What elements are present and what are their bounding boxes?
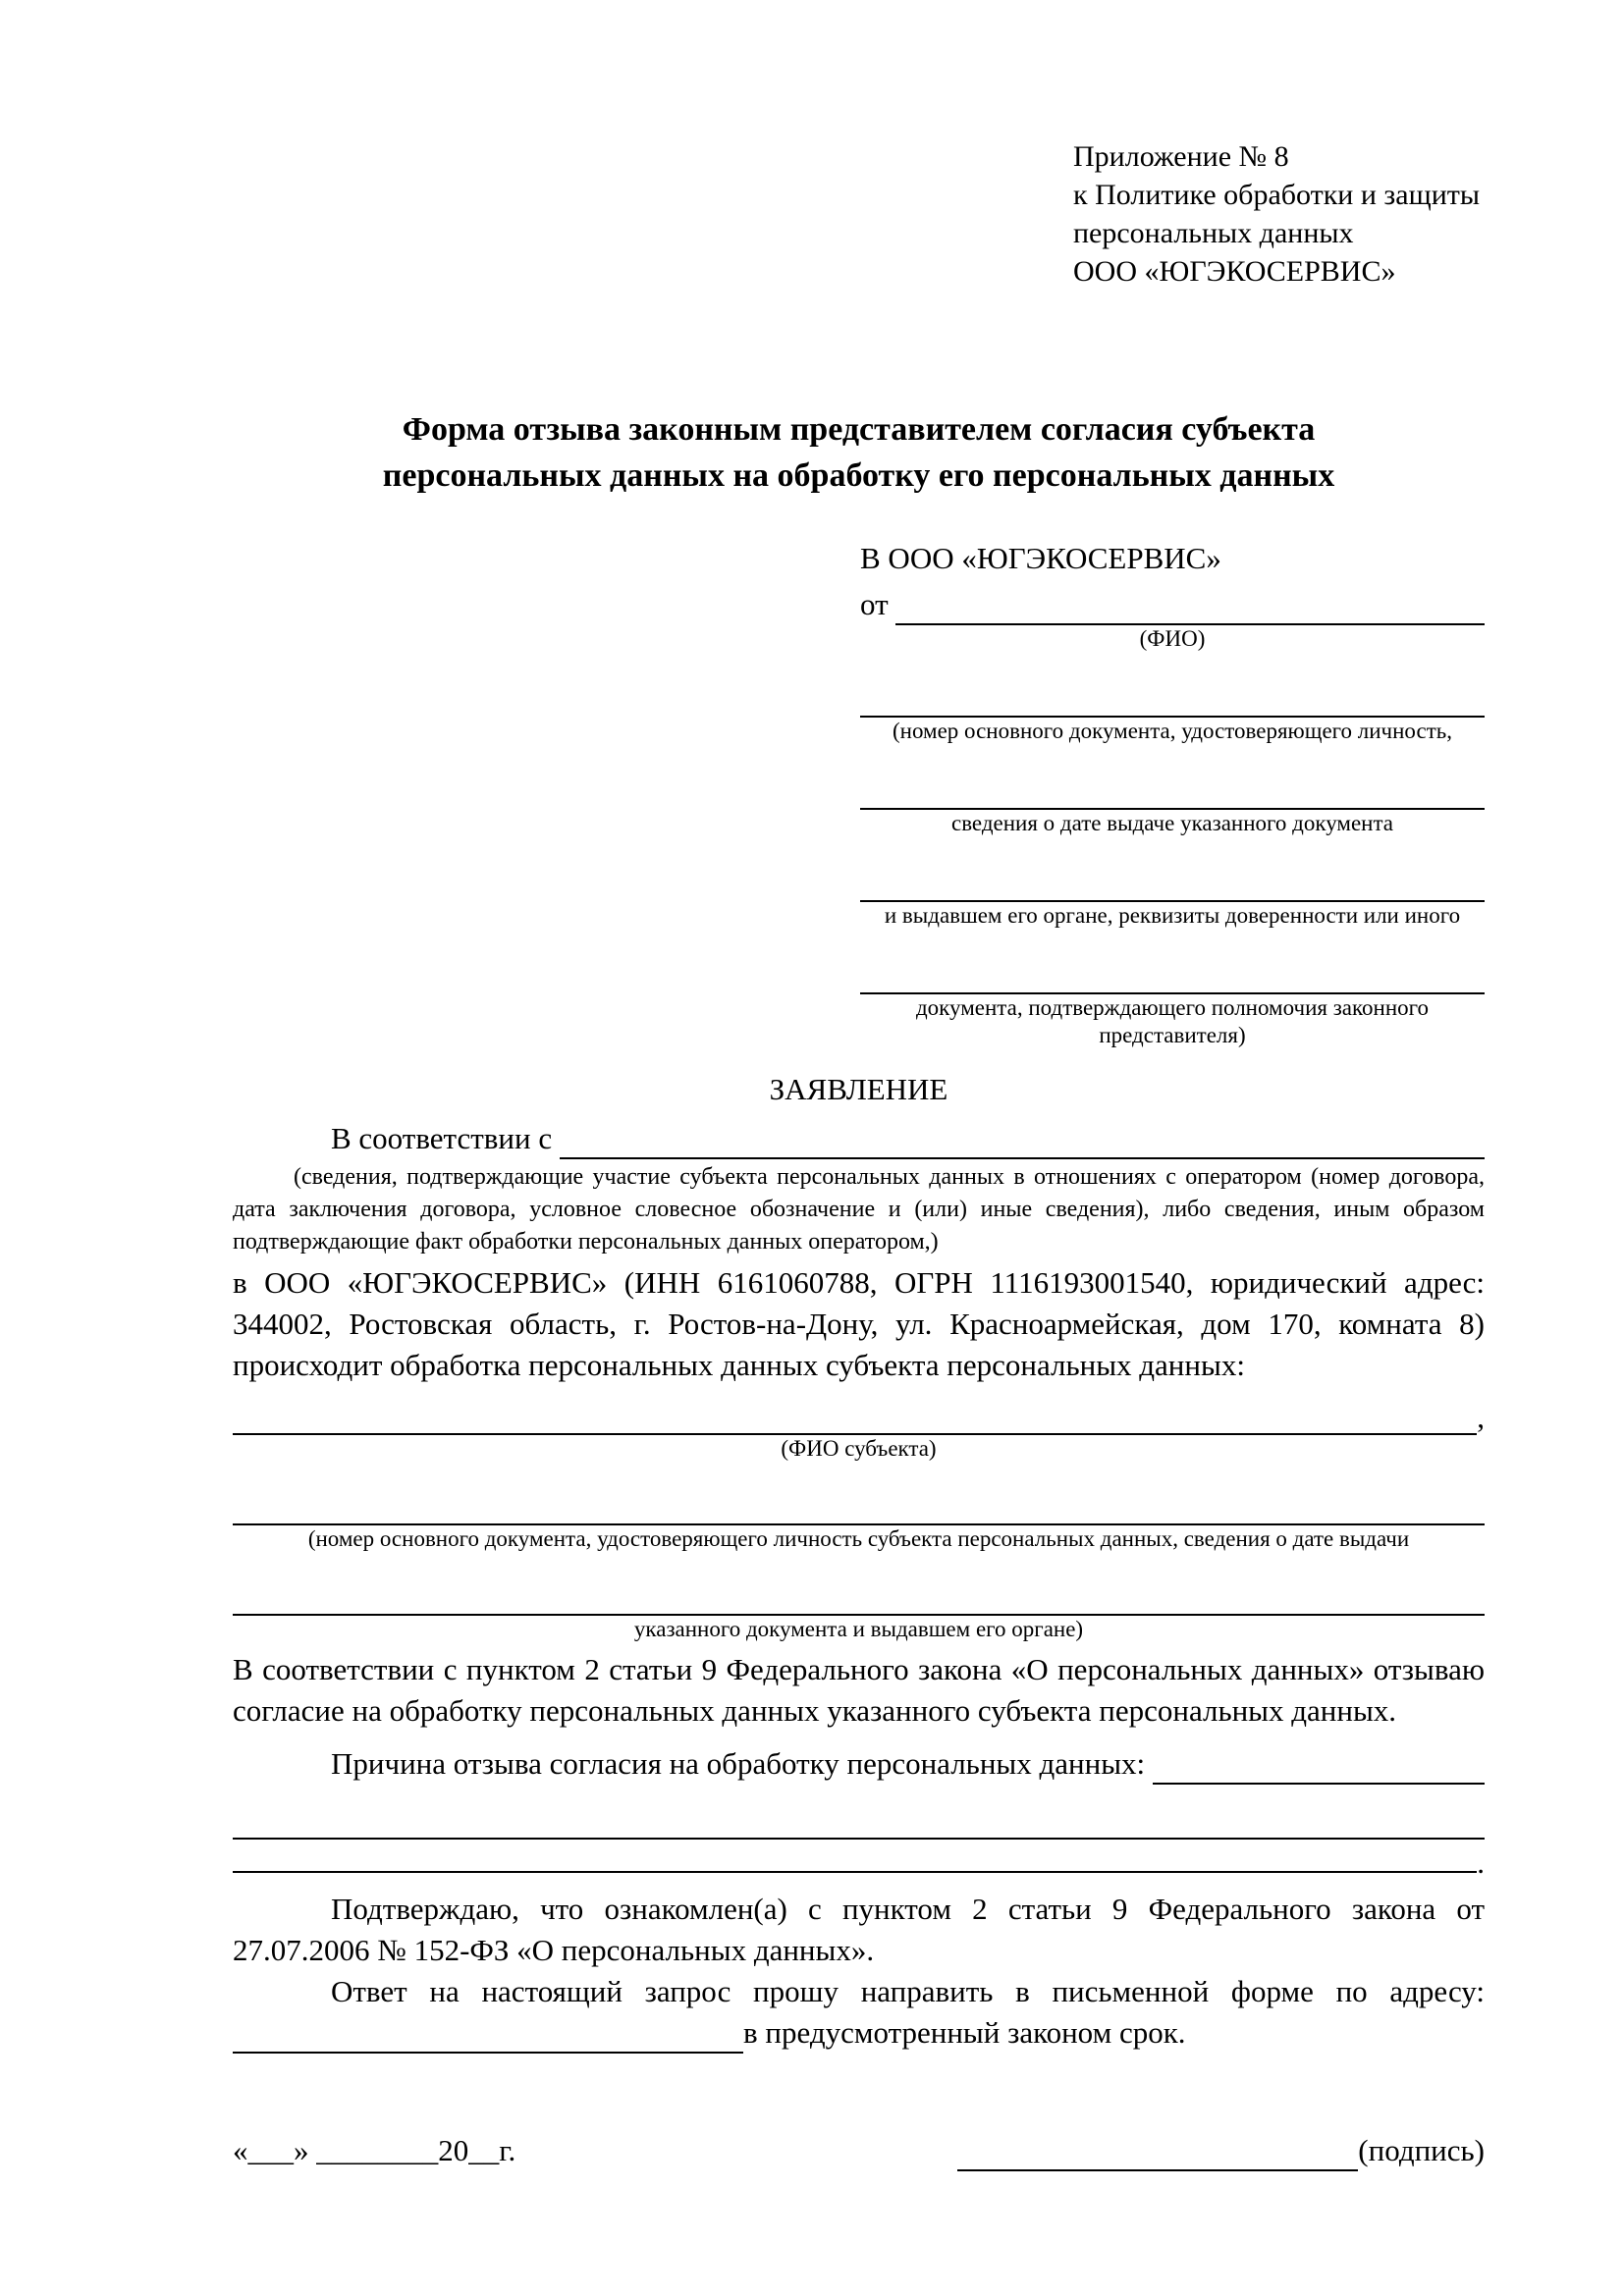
intro-prefix: В соответствии с: [331, 1121, 560, 1155]
blank-line: [233, 1871, 1477, 1873]
annex-header-line: персональных данных: [1073, 217, 1354, 249]
authority-doc-caption: документа, подтверждающего полномочия законного представителя): [915, 995, 1429, 1047]
reply-suffix: в предусмотренный законом срок.: [743, 2015, 1186, 2050]
reason-blank-line-2: [233, 1845, 1485, 1880]
annex-header-line: ООО «ЮГЭКОСЕРВИС»: [1073, 255, 1396, 288]
relation-note: (сведения, подтверждающие участие субъекта персональных данных в отношениях с оператором (номер договора, дата заключения договора, условное словесное обозначение и (или) иные сведения), либо сведения, иным образом подтверждающие факт обработки персональных данных оператором,): [233, 1164, 1485, 1255]
addressee-to: В ООО «ЮГЭКОСЕРВИС»: [860, 541, 1221, 575]
reply-address-row: [233, 2012, 1485, 2054]
signature-block: [957, 2130, 1485, 2171]
document-title-line: персональных данных на обработку его персональных данных: [382, 457, 1335, 494]
fio-caption: (ФИО): [1139, 626, 1206, 651]
reply-prefix-line: Ответ на настоящий запрос прошу направить в письменной форме по адресу:: [331, 1974, 1485, 2008]
signature-caption: (подпись): [1358, 2133, 1485, 2167]
trailing-comma: ,: [1477, 1400, 1485, 1434]
document-title: [233, 406, 1485, 499]
doc-number-caption: (номер основного документа, удостоверяющего личность,: [892, 719, 1452, 743]
reason-blank-line-1: [233, 1828, 1485, 1840]
addressee-block: [860, 538, 1485, 1049]
reason-blank-field: [1153, 1783, 1485, 1785]
signature-blank-field: [957, 2169, 1358, 2171]
subject-doc-issuer-blank-field: [233, 1582, 1485, 1616]
statement-intro-row: [233, 1118, 1485, 1159]
annex-header-line: Приложение № 8: [1073, 140, 1289, 173]
reason-label: Причина отзыва согласия на обработку персональных данных:: [331, 1746, 1153, 1781]
issuing-authority-blank-field: [860, 873, 1485, 902]
issuing-authority-caption: и выдавшем его органе, реквизиты доверенности или иного: [884, 903, 1461, 928]
annex-header-line: к Политике обработки и защиты: [1073, 179, 1481, 211]
subject-doc-caption-1: (номер основного документа, удостоверяющего личность субъекта персональных данных, сведения о дате выдачи: [307, 1526, 1410, 1551]
annex-header: [1073, 137, 1485, 291]
operator-paragraph: в ООО «ЮГЭКОСЕРВИС» (ИНН 6161060788, ОГРН 1116193001540, юридический адрес: 344002, Ростовская область, г. Ростов-на-Дону, ул. Красноармейская, дом 170, комната 8) происходит обработка персональных данных субъекта персональных данных:: [233, 1265, 1485, 1382]
issue-date-blank-field: [860, 780, 1485, 810]
trailing-period: .: [1477, 1845, 1485, 1880]
subject-fio-blank-field: [233, 1402, 1485, 1435]
subject-doc-caption-2: указанного документа и выдавшем его органе): [633, 1617, 1084, 1641]
document-title-line: Форма отзыва законным представителем согласия субъекта: [402, 411, 1316, 448]
addressee-from-row: [860, 584, 1485, 625]
confirm-paragraph: Подтверждаю, что ознакомлен(а) с пунктом 2 статьи 9 Федерального закона от 27.07.2006 № 152-ФЗ «О персональных данных».: [233, 1892, 1485, 1967]
doc-number-blank-field: [860, 688, 1485, 718]
date-placeholder: «___» ________20__г.: [233, 2133, 516, 2167]
authority-doc-blank-field: [860, 965, 1485, 994]
subject-fio-caption: (ФИО субъекта): [781, 1436, 937, 1461]
reply-address-blank-field: [233, 2052, 743, 2054]
from-label: от: [860, 587, 896, 621]
withdraw-paragraph: В соответствии с пунктом 2 статьи 9 Федерального закона «О персональных данных» отзываю согласие на обработку персональных данных указанного субъекта персональных данных.: [233, 1652, 1485, 1728]
reason-row: [233, 1743, 1485, 1785]
statement-heading: ЗАЯВЛЕНИЕ: [769, 1072, 948, 1106]
issue-date-caption: сведения о дате выдаче указанного документа: [950, 811, 1394, 835]
relation-blank-field: [560, 1157, 1485, 1159]
subject-doc-blank-field: [233, 1492, 1485, 1525]
footer-row: [233, 2130, 1485, 2171]
